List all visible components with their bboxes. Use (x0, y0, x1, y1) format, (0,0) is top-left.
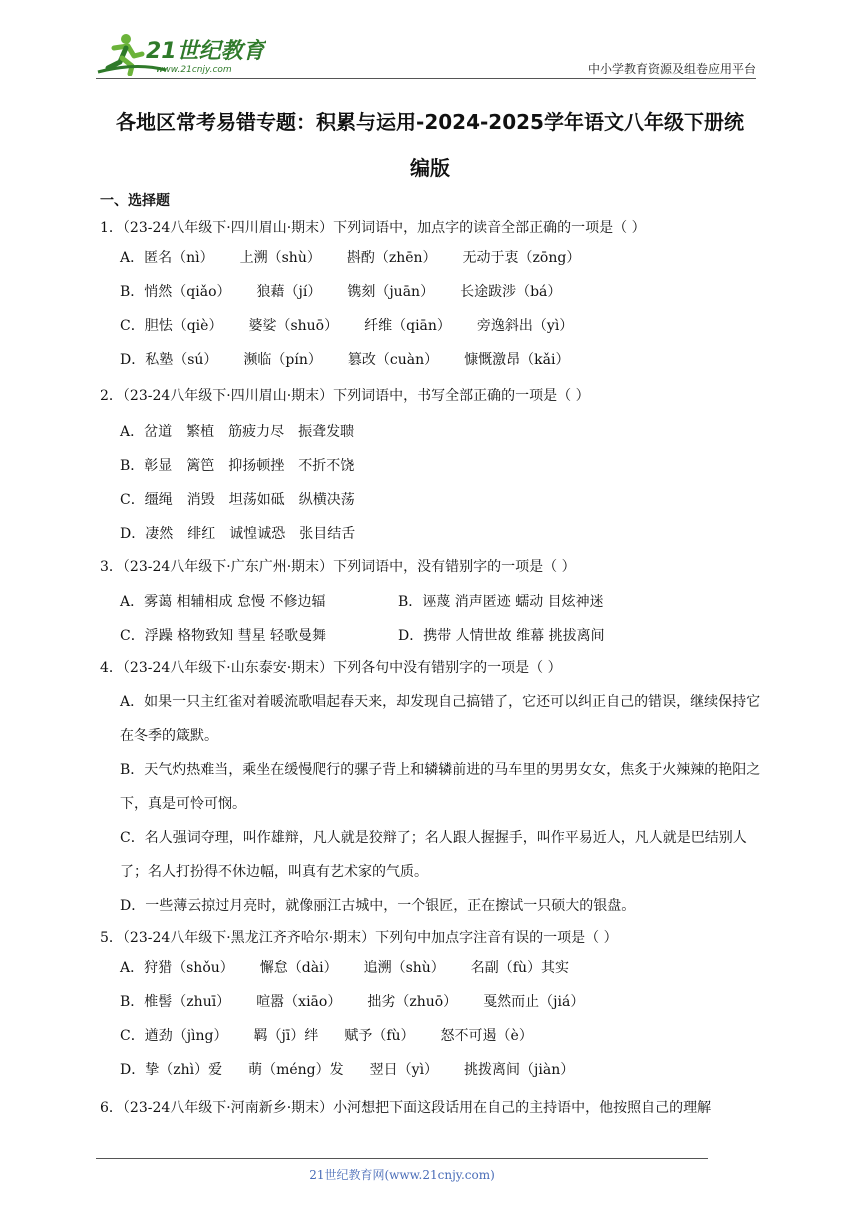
option-word: 懈怠（dài） (259, 960, 338, 976)
q3-option-b: B．诬蔑 消声匿迹 蠕动 目炫神迷 (398, 594, 604, 610)
option-word: 萌（méng）发 (248, 1062, 344, 1078)
page-footer: 21世纪教育网(www.21cnjy.com) (309, 1168, 495, 1182)
platform-name: 中小学教育资源及组卷应用平台 (587, 62, 756, 76)
option-letter: C． (120, 1028, 145, 1044)
q1-option-c (120, 316, 573, 336)
option-word: 上溯（shù） (239, 250, 321, 266)
q2-option-c: C．缰绳 消毁 坦荡如砥 纵横决荡 (120, 492, 355, 508)
question-1-stem: 1．（23-24八年级下·四川眉山·期末）下列词语中，加点字的读音全部正确的一项是（ ） (100, 220, 646, 236)
option-word: 拙劣（zhuō） (367, 994, 458, 1010)
q2-option-b: B．彰显 篱笆 抑扬顿挫 不折不饶 (120, 458, 355, 474)
option-word: 名副（fù）其实 (470, 960, 569, 976)
option-word: 胆怯（qiè） (144, 318, 223, 334)
option-letter: A． (120, 250, 145, 266)
option-word: 狼藉（jí） (256, 284, 322, 300)
q3-option-d: D．携带 人情世故 维幕 挑拔离间 (398, 628, 605, 644)
option-word: 追溯（shù） (363, 960, 445, 976)
option-word: 匿名（nì） (144, 250, 214, 266)
option-word: 旁逸斜出（yì） (476, 318, 574, 334)
q4-option-d: D．一些薄云掠过月亮时，就像丽江古城中，一个银匠，正在擦试一只硕大的银盘。 (120, 898, 636, 914)
option-word: 悄然（qiǎo） (144, 284, 231, 300)
q1-option-d (120, 350, 569, 370)
q2-option-d: D．凄然 绯红 诚惶诚恐 张目结舌 (120, 526, 356, 542)
option-word: 镌刻（juān） (347, 284, 435, 300)
option-letter: B． (120, 284, 145, 300)
q2-option-a: A．岔道 繁植 筋疲力尽 振聋发聩 (120, 424, 355, 440)
q1-option-a (120, 248, 580, 268)
option-word: 翌日（yì） (369, 1062, 439, 1078)
option-word: 篡改（cuàn） (347, 352, 439, 368)
q1-option-b (120, 282, 561, 302)
document-title-line2: 编版 (410, 156, 450, 180)
option-word: 遒劲（jìng） (144, 1028, 228, 1044)
header-divider (96, 78, 756, 79)
question-4-stem: 4．（23-24八年级下·山东泰安·期末）下列各句中没有错别字的一项是（ ） (100, 660, 562, 676)
section-heading: 一、选择题 (100, 193, 170, 209)
q4-option-a: A．如果一只主红雀对着暖流歌唱起春天来，却发现自己搞错了，它还可以纠正自己的错误，继续保持它在冬季的箴默。 (120, 694, 761, 744)
option-word: 私塾（sú） (145, 352, 218, 368)
question-2-stem: 2．（23-24八年级下·四川眉山·期末）下列词语中，书写全部正确的一项是（ ） (100, 388, 590, 404)
option-word: 赋予（fù） (344, 1028, 415, 1044)
question-5-stem: 5．（23-24八年级下·黑龙江齐齐哈尔·期末）下列句中加点字注音有误的一项是（ ） (100, 930, 618, 946)
option-word: 狩猎（shǒu） (144, 960, 234, 976)
option-word: 戛然而止（jiá） (483, 994, 585, 1010)
option-letter: B． (120, 994, 145, 1010)
footer-divider (96, 1158, 708, 1159)
q5-option-d (120, 1060, 574, 1080)
option-letter: D． (120, 352, 146, 368)
option-word: 婆娑（shuō） (248, 318, 339, 334)
option-letter: A． (120, 960, 145, 976)
option-letter: D． (120, 1062, 146, 1078)
option-letter: C． (120, 318, 145, 334)
page-header (0, 0, 860, 82)
option-word: 挑拨离间（jiàn） (464, 1062, 575, 1078)
question-6-stem: 6．（23-24八年级下·河南新乡·期末）小河想把下面这段话用在自己的主持语中，他按照自己的理解 (100, 1100, 712, 1116)
q4-option-b: B．天气灼热难当，乘坐在缓慢爬行的骡子背上和辚辚前进的马车里的男男女女，焦炙于火辣辣的艳阳之下，真是可怜可悯。 (120, 762, 761, 812)
q5-option-a (120, 958, 569, 978)
option-word: 挚（zhì）爱 (145, 1062, 223, 1078)
logo-url: www.21cnjy.com (156, 65, 232, 75)
site-logo (96, 32, 266, 76)
option-word: 怒不可遏（è） (440, 1028, 533, 1044)
q3-option-c: C．浮躁 格物致知 彗星 轻歌曼舞 (120, 628, 327, 644)
document-title-line1: 各地区常考易错专题：积累与运用-2024-2025学年语文八年级下册统 (116, 110, 744, 134)
option-word: 斟酌（zhēn） (346, 250, 437, 266)
q3-option-a: A．雾蔼 相辅相成 怠慢 不修边辐 (120, 594, 326, 610)
option-word: 纤维（qiān） (364, 318, 451, 334)
option-word: 长途跋涉（bá） (460, 284, 562, 300)
option-word: 濒临（pín） (243, 352, 322, 368)
q4-option-c: C．名人强词夺理，叫作雄辩，凡人就是狡辩了；名人跟人握握手，叫作平易近人，凡人就是巴结别人了；名人打扮得不休边幅，叫真有艺术家的气质。 (120, 830, 747, 880)
logo-text: 21世纪教育 (146, 39, 265, 64)
option-word: 羁（jī）绊 (253, 1028, 319, 1044)
option-word: 椎髻（zhuī） (144, 994, 231, 1010)
question-3-stem: 3．（23-24八年级下·广东广州·期末）下列词语中，没有错别字的一项是（ ） (100, 559, 576, 575)
q5-option-c (120, 1026, 533, 1046)
option-word: 喧嚣（xiāo） (256, 994, 342, 1010)
option-word: 无动于衷（zōng） (462, 250, 581, 266)
option-word: 慷慨激昂（kǎi） (464, 352, 570, 368)
q5-option-b (120, 992, 584, 1012)
